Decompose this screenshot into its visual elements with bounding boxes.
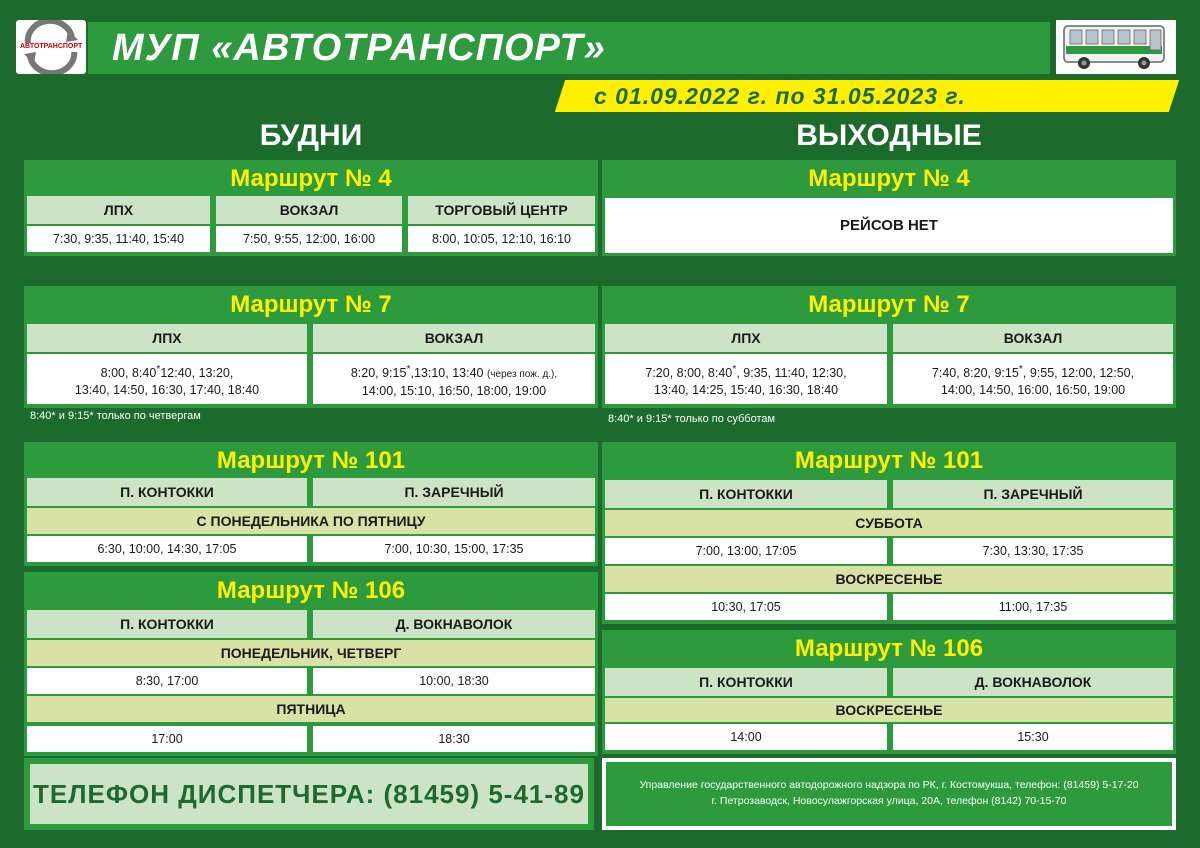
info-line: г. Петрозаводск, Новосулажгорская улица, 20А, телефон (8142) 70-15-70 — [711, 795, 1067, 807]
period-text: с 01.09.2022 г. по 31.05.2023 г. — [594, 83, 966, 109]
times-line: 13:40, 14:50, 16:30, 17:40, 18:40 — [74, 383, 260, 398]
stop-label: ЛПХ — [605, 324, 887, 352]
stop-label: ЛПХ — [27, 196, 210, 224]
days-label: СУББОТА — [605, 510, 1173, 536]
route-title: Маршрут № 7 — [24, 286, 598, 324]
dispatcher-phone: ТЕЛЕФОН ДИСПЕТЧЕРА: (81459) 5-41-89 — [30, 764, 588, 824]
times-cell: 7:30, 13:30, 17:35 — [893, 538, 1173, 564]
time-note: (через пож. д.), — [486, 369, 558, 381]
page-title: МУП «АВТОТРАНСПОРТ» — [112, 27, 606, 69]
times-cell: 14:00 — [605, 724, 887, 750]
stop-label: П. КОНТОККИ — [605, 668, 887, 696]
bus-icon — [1056, 20, 1176, 74]
time-text: ,13:10, 13:40 — [410, 366, 484, 381]
days-label: ВОСКРЕСЕНЬЕ — [605, 698, 1173, 722]
asterisk: * — [1018, 364, 1023, 375]
info-line: Управление государственного автодорожного надзора по РК, г. Костомукша, телефон: (81459) 5-17-20 — [639, 779, 1139, 791]
stop-label: ВОКЗАЛ — [313, 324, 595, 352]
times-cell: 15:30 — [893, 724, 1173, 750]
route-title: Маршрут № 7 — [602, 286, 1176, 324]
times-line — [27, 361, 307, 382]
company-logo — [16, 20, 86, 74]
time-text: 12:40, 13:20, — [160, 366, 234, 381]
days-label: ПЯТНИЦА — [27, 696, 595, 722]
times-cell — [27, 354, 307, 404]
times-cell: 7:50, 9:55, 12:00, 16:00 — [216, 226, 402, 252]
stop-label: ЛПХ — [27, 324, 307, 352]
times-line: 14:00, 15:10, 16:50, 18:00, 19:00 — [361, 384, 547, 399]
days-label: ПОНЕДЕЛЬНИК, ЧЕТВЕРГ — [27, 640, 595, 666]
times-cell: 11:00, 17:35 — [893, 594, 1173, 620]
times-line — [605, 361, 887, 382]
asterisk: * — [156, 364, 161, 375]
times-cell: 7:30, 9:35, 11:40, 15:40 — [27, 226, 210, 252]
times-cell: 8:30, 17:00 — [27, 668, 307, 694]
times-cell: 10:30, 17:05 — [605, 594, 887, 620]
days-label: С ПОНЕДЕЛЬНИКА ПО ПЯТНИЦУ — [27, 508, 595, 534]
times-cell: 7:00, 10:30, 15:00, 17:35 — [313, 536, 595, 562]
days-label: ВОСКРЕСЕНЬЕ — [605, 566, 1173, 592]
times-cell: 6:30, 10:00, 14:30, 17:05 — [27, 536, 307, 562]
times-cell: 10:00, 18:30 — [313, 668, 595, 694]
route-title: Маршрут № 106 — [24, 572, 598, 610]
times-line: 13:40, 14:25, 15:40, 16:30, 18:40 — [653, 383, 839, 398]
no-trips: РЕЙСОВ НЕТ — [605, 198, 1173, 253]
route-title: Маршрут № 4 — [24, 160, 598, 198]
route-title: Маршрут № 106 — [602, 630, 1176, 668]
route-title: Маршрут № 101 — [602, 442, 1176, 480]
time-text: , 9:35, 11:40, 12:30, — [736, 366, 847, 381]
asterisk: * — [406, 364, 411, 375]
times-line — [893, 361, 1173, 382]
route-title: Маршрут № 4 — [602, 160, 1176, 198]
times-cell — [313, 354, 595, 404]
times-line — [313, 361, 595, 383]
stop-label: П. ЗАРЕЧНЫЙ — [313, 478, 595, 506]
stop-label: Д. ВОКНАВОЛОК — [313, 610, 595, 638]
stop-label: ВОКЗАЛ — [893, 324, 1173, 352]
inspection-info — [606, 762, 1172, 826]
time-text: 7:20, 8:00, 8:40 — [645, 366, 733, 381]
stop-label: ТОРГОВЫЙ ЦЕНТР — [408, 196, 595, 224]
footnote: 8:40* и 9:15* только по четвергам — [30, 410, 201, 422]
stop-label: Д. ВОКНАВОЛОК — [893, 668, 1173, 696]
asterisk: * — [732, 364, 737, 375]
stop-label: П. КОНТОККИ — [27, 610, 307, 638]
times-cell: 18:30 — [313, 726, 595, 752]
stop-label: П. КОНТОККИ — [605, 480, 887, 508]
times-cell — [605, 354, 887, 404]
times-cell: 17:00 — [27, 726, 307, 752]
times-cell — [893, 354, 1173, 404]
stop-label: ВОКЗАЛ — [216, 196, 402, 224]
times-cell: 7:00, 13:00, 17:05 — [605, 538, 887, 564]
times-cell: 8:00, 10:05, 12:10, 16:10 — [408, 226, 595, 252]
time-text: , 9:55, 12:00, 12:50, — [1022, 366, 1135, 381]
logo-text: АВТОТРАНСПОРТ — [20, 43, 83, 50]
weekdays-heading: БУДНИ — [259, 119, 363, 152]
weekends-heading: ВЫХОДНЫЕ — [796, 119, 982, 152]
time-text: 8:00, 8:40 — [100, 366, 157, 381]
times-line: 14:00, 14:50, 16:00, 16:50, 19:00 — [940, 383, 1126, 398]
route-title: Маршрут № 101 — [24, 442, 598, 480]
time-text: 8:20, 9:15 — [350, 366, 407, 381]
stop-label: П. КОНТОККИ — [27, 478, 307, 506]
footnote: 8:40* и 9:15* только по субботам — [608, 413, 776, 425]
stop-label: П. ЗАРЕЧНЫЙ — [893, 480, 1173, 508]
time-text: 7:40, 8:20, 9:15 — [931, 366, 1019, 381]
